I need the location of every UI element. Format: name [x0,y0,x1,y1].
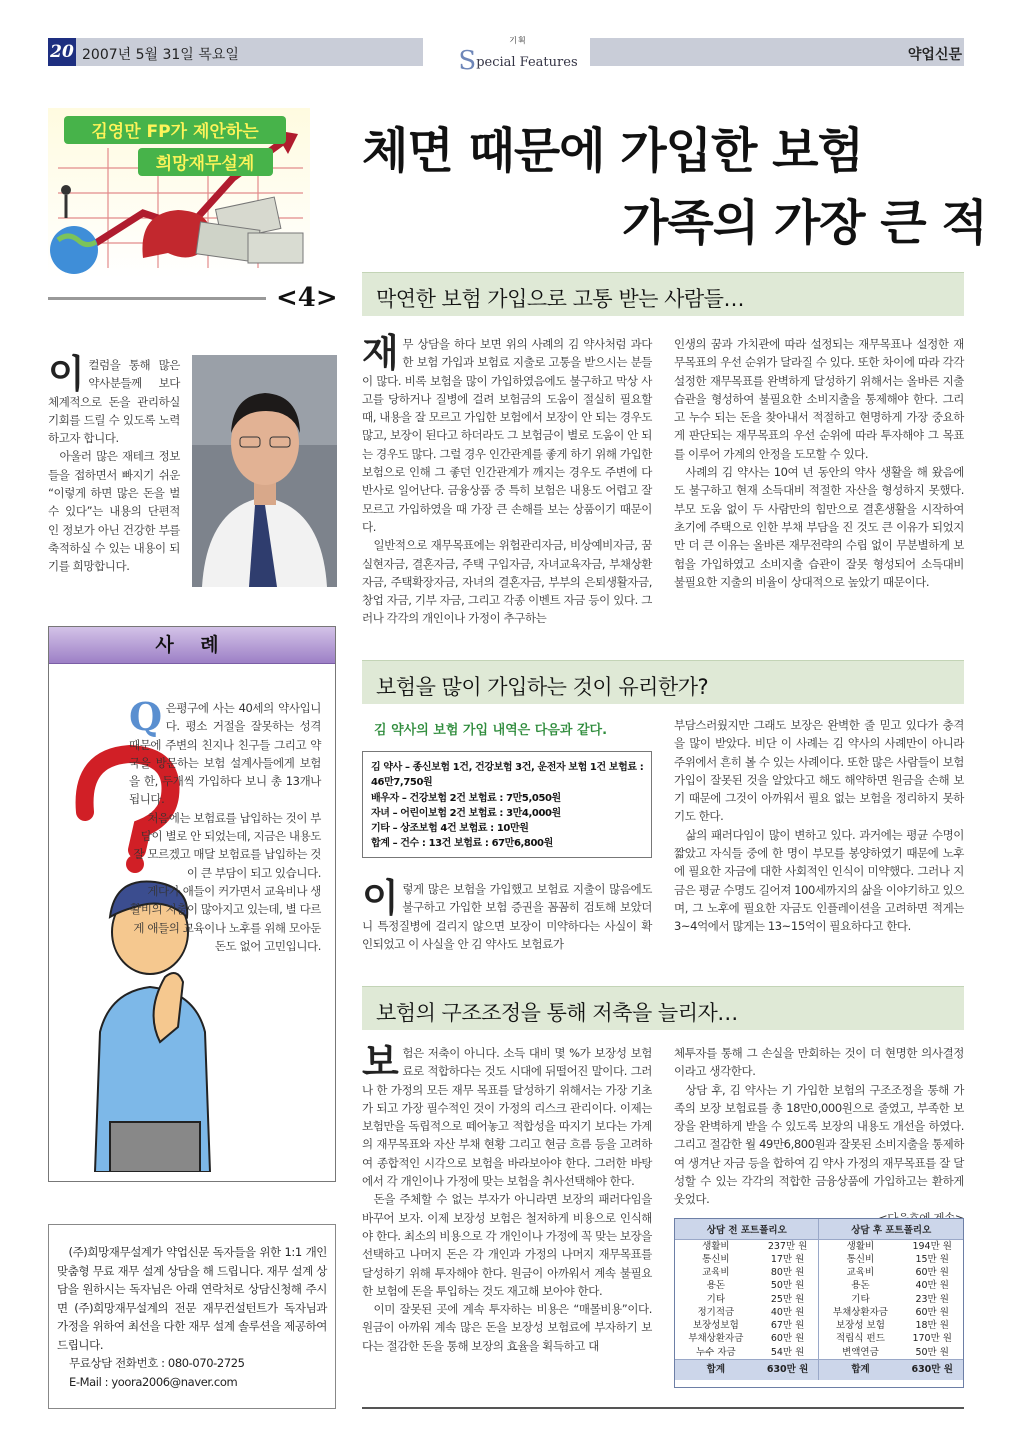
before-item: 정기적금 [697,1306,735,1318]
before-item: 기타 [706,1293,726,1305]
after-amount: 60만 원 [915,1266,949,1278]
after-amount: 60만 원 [915,1306,949,1318]
before-item: 교육비 [702,1266,730,1278]
portfolio-row [675,1346,963,1360]
case-drop-cap: Q [129,694,162,739]
section2-subheading: 김 약사의 보험 가입 내역은 다음과 같다. [374,723,608,738]
section1-paragraph1: 무 상담을 하다 보면 위의 사례의 김 약사처럼 과다한 보험 가입과 보험료 지출로 고통을 받으시는 분들이 많다. 비록 보험을 많이 가입하였음에도 불구하고 막상 사고를 당하거나 질병에 걸려 보험금의 도움이 절실히 필요할 때, 내용을 잘 모르고 가입한 보험에서 보장이 안 되는 경우도 많고, 보장이 된다고 하더라도 그 보험금이 별로 도움이 안 되는 경우도 많다. 그럴 경우 인간관계를 좋게 하기 위해 가입한 보험으로 인해 그 좋던 인간관계가 깨지는 경우도 주변에 다반사로 일어난다. 금융상품 중 특히 보험은 내용도 어렵고 잘 모르고 가입하였을 때 가장 큰 손해를 보는 상품이기 때문이다. [362,337,652,534]
section3-paragraph3: 이미 잘못된 곳에 계속 투자하는 비용은 “매몰비용”이다. 원금이 아까워 계속 많은 돈을 보장성 보험료에 부자하기 보다는 절감한 돈을 통해 보장의 효율을 획득하고 대 [362,1302,652,1353]
case-text [129,694,321,955]
section-initial: S [458,46,477,76]
contact-box [48,1224,336,1409]
series-rule [48,297,266,300]
section3-column-right [674,1044,964,1227]
before-item: 통신비 [702,1253,730,1265]
after-amount: 23만 원 [915,1293,949,1305]
insurance-list-box [362,751,652,858]
author-photo [192,355,337,587]
issue-date: 2007년 5월 31일 목요일 [82,47,239,63]
author-portrait [192,355,337,587]
insurance-line: 배우자 – 건강보험 2건 보험료 : 7만5,050원 [371,792,561,804]
headline-line1: 체면 때문에 가입한 보험 [362,123,863,179]
section3-column-left [362,1039,652,1355]
after-item: 적립식 펀드 [819,1332,901,1345]
column-logo [48,108,310,278]
section1-paragraph4: 사례의 김 약사는 10여 년 동안의 약사 생활을 해 왔음에도 불구하고 현재 소득대비 적절한 자산을 형성하지 못했다. 부모 도움 없이 두 사람만의 힘만으로 결혼생활을 시작하여 초기에 주택으로 인한 부채 부담을 진 것도 큰 이유가 되었지만 더 큰 이유는 올바른 재무전략의 수립 없이 무분별하게 보험을 가입하였고 소비지출 습관이 잘못 형성되어 소득대비 불필요한 지출의 비율이 상대적으로 높았기 때문이다. [674,465,964,589]
section2-drop-cap: 이 [362,875,399,920]
before-item: 용돈 [706,1280,726,1292]
section2-column-right [674,716,964,936]
headline-line2: 가족의 가장 큰 적 [622,195,987,251]
portfolio-row [675,1306,963,1319]
section3-paragraph4: 체투자를 통해 그 손실을 만회하는 것이 더 현명한 의사결정이라고 생각한다. [674,1046,964,1079]
logo-graphic [48,108,310,278]
after-amount: 194만 원 [912,1240,952,1252]
section1-column-right [674,335,964,591]
portfolio-after-title: 상담 후 포트폴리오 [819,1219,963,1239]
before-amount: 237만 원 [767,1240,808,1252]
contact-text: (주)희망재무설계가 약업신문 독자들을 위한 1:1 개인 맞춤형 무료 재무 설계 상담을 해 드립니다. 재무 설계 상담을 원하시는 독자님은 아래 연락처로 상담신청해 주시면 (주)희망재무설계의 전문 재무컨설턴트가 독자님과 가정을 위하여 최선을 다한 재무 설계 솔루션을 제공하여 드립니다. [57,1245,327,1352]
before-amount: 54만 원 [770,1346,805,1358]
portfolio-row [675,1239,963,1253]
portfolio-row [675,1319,963,1332]
after-total-value: 630만 원 [901,1359,963,1380]
before-amount: 17만 원 [770,1253,805,1265]
section3-paragraph5: 상담 후, 김 약사는 기 가입한 보험의 구조조정을 통해 가족의 보장 보험료를 총 18만0,000원으로 줄였고, 부족한 보장을 완벽하게 받을 수 있도록 보장의 내용도 개선을 하였다. 그리고 절감한 월 49만6,800원과 잘못된 소비지출을 통제하여 생겨난 자금 등을 합하여 김 약사 가정의 재무목표를 잘 달성할 수 있는 각각의 적합한 금융상품에 가입하고는 환하게 웃었다. [674,1082,964,1207]
section2-heading: 보험을 많이 가입하는 것이 유리한가? [362,660,964,704]
section2-column-left [362,875,652,953]
before-item: 누수 자금 [695,1346,736,1358]
before-amount: 80만 원 [770,1266,805,1278]
after-item: 통신비 [819,1253,901,1266]
section3-paragraph1: 험은 저축이 아니다. 소득 대비 몇 %가 보장성 보험료로 적합하다는 것도 시대에 뒤떨어진 말이다. 그러나 한 가정의 모든 재무 목표를 달성하기 위해서는 가장 기초가 되고 가장 필수적인 것이 가정의 리스크 관리이다. 이제는 보험만을 독립적으로 떼어놓고 적합성을 따지기 보다는 가계의 재무목표와 자산 부채 현황 그리고 현금 흐름 등을 고려하여 종합적인 시각으로 보험을 바라보아야 한다. 그러한 바탕에서 각 개인이나 가정에 맞는 보험을 취사선택해야 한다. [362,1046,652,1189]
section1-paragraph3: 인생의 꿈과 가치관에 따라 설정되는 재무목표나 설정한 재무목표의 우선 순위가 달라질 수 있다. 또한 차이에 따라 각각 설정한 재무목표를 완벽하게 달성하기 위해서는 올바른 지출습관을 형성하여 불필요한 소비지출을 통제해야 한다. 그리고 누수 되는 돈을 찾아내서 적절하고 현명하게 가장 중요하게 판단되는 재무목표의 우선 순위에 따라 투자해야 그 목표를 이루어 가계의 안정을 도모할 수 있다. [674,337,964,461]
intro-drop-cap: 이 [48,351,85,396]
logo-line2: 희망재무설계 [155,154,255,174]
section2-paragraph3: 삶의 패러다임이 많이 변하고 있다. 과거에는 평균 수명이 짧았고 자식들 중에 한 명이 부모를 봉양하였기 때문에 노후에 필요한 자금에 대한 사회적인 인식이 미약했다. 그러나 지금은 평균 수명도 길어져 100세까지의 삶을 이야기하고 있으며, 그 노후에 필요한 자금도 인플레이션을 고려하면 적게는 3~4억에서 많게는 13~15억이 필요하다고 한다. [674,827,964,934]
case-paragraph2: 처음에는 보험료를 납입하는 것이 부담이 별로 안 되었는데, 지금은 내용도 잘 모르겠고 매달 보험료를 납입하는 것이 큰 부담이 되고 있습니다. [133,810,321,880]
contact-phone: 무료상담 전화번호 : 080-070-2725 [69,1356,245,1370]
intro-paragraph2: 아울러 많은 재테크 정보들을 접하면서 빠지기 쉬운 “이렇게 하면 많은 돈을 벌 수 있다”는 내용의 단편적인 정보가 아닌 건강한 부를 축적하실 수 있는 내용이 되기를 희망합니다. [48,449,180,574]
before-amount: 60만 원 [770,1333,805,1345]
portfolio-row [675,1253,963,1266]
portfolio-table [674,1218,964,1388]
after-amount: 15만 원 [915,1253,949,1265]
insurance-line: 기타 – 상조보험 4건 보험료 : 10만원 [371,823,529,835]
insurance-line: 합계 – 건수 : 13건 보험료 : 67만6,800원 [371,838,553,850]
portfolio-row [675,1292,963,1305]
section2-paragraph1: 렇게 많은 보험을 가입했고 보험료 지출이 많음에도 불구하고 가입한 보험 증권을 꼼꼼히 검토해 보았더니 특정질병에 걸리지 않으면 보장이 미약하다는 사실이 확인되었고 이 사실을 안 김 약사도 보험료가 [362,882,652,951]
section1-heading: 막연한 보험 가입으로 고통 받는 사람들… [362,272,964,316]
portfolio-row [675,1279,963,1292]
after-item: 부채상환자금 [819,1306,901,1319]
after-amount: 50만 원 [915,1346,949,1358]
case-title: 사 례 [49,627,335,664]
page-number: 20 [48,38,76,66]
after-item: 보장성 보험 [819,1319,901,1332]
series-number: <4> [276,283,338,313]
intro-text: 컬럼을 통해 많은 약사분들께 보다 체계적으로 돈을 관리하실 기회를 드릴 수 있도록 노력하고자 합니다. [48,358,180,446]
case-paragraph3: 게다가 애들이 커가면서 교육비나 생활비의 지출이 많아지고 있는데, 별 다르게 애들의 교육이나 노후를 위해 모아둔 돈도 없어 고민입니다. [130,883,321,953]
section3-drop-cap: 보 [362,1039,399,1084]
insurance-line: 김 약사 – 종신보험 1건, 건강보험 3건, 운전자 보험 1건 보험료 : 46만7,750원 [371,762,644,789]
before-total-value: 630만 원 [757,1359,819,1380]
after-amount: 170만 원 [912,1333,952,1345]
portfolio-row [675,1332,963,1345]
publication-name: 약업신문 [907,47,962,63]
before-total-label: 합계 [675,1359,757,1380]
after-amount: 40만 원 [915,1280,949,1292]
before-amount: 40만 원 [770,1306,805,1318]
portfolio-before-title: 상담 전 포트폴리오 [675,1219,819,1239]
after-item: 교육비 [819,1266,901,1279]
portfolio-row [675,1266,963,1279]
contact-email[interactable]: E-Mail : yoora2006@naver.com [69,1374,238,1389]
case-box [48,626,336,1182]
section3-heading: 보험의 구조조정을 통해 저축을 늘리자… [362,986,964,1030]
bottom-rule [362,1407,964,1409]
section-english: pecial Features [476,55,578,70]
before-item: 부채상환자금 [688,1333,744,1345]
before-amount: 25만 원 [770,1293,805,1305]
section2-paragraph2: 부담스러웠지만 그래도 보장은 완벽한 줄 믿고 있다가 충격을 많이 받았다. 비단 이 사례는 김 약사의 사례만이 아니라 주위에서 흔히 볼 수 있는 사례이다. 또한 많은 사람들이 보험가입이 잘못된 것을 알았다고 해도 해약하면 원금을 손해 보기 때문에 그것이 아까워서 필요 없는 보험을 정리하지 못하기도 한다. [674,718,964,824]
after-item: 생활비 [819,1239,901,1253]
after-total-label: 합계 [819,1359,901,1380]
section-korean: 기획 [509,36,527,45]
before-amount: 67만 원 [770,1320,805,1332]
after-item: 기타 [819,1292,901,1305]
before-item: 생활비 [702,1240,730,1252]
section1-paragraph2: 일반적으로 재무목표에는 위험관리자금, 비상예비자금, 꿈 실현자금, 결혼자금, 주택 구입자금, 자녀교육자금, 부채상환자금, 주택확장자금, 자녀의 결혼자금, 부부의 은퇴생활자금, 창업 자금, 기부 자금, 그리고 각종 이벤트 자금 등이 있다. 그러나 각각의 개인이나 가정이 추구하는 [362,538,652,626]
intro-column [48,351,180,576]
case-paragraph1: 은평구에 사는 40세의 약사입니다. 평소 거절을 잘못하는 성격 때문에 주변의 친지나 친구들 그리고 약국을 방문하는 보험 설계사들에게 보험을 한, 두개씩 가입하다 보니 총 13개나 됩니다. [129,701,321,807]
section1-drop-cap: 재 [362,330,399,375]
before-amount: 50만 원 [770,1280,805,1292]
section1-column-left [362,330,652,628]
section-label [448,36,588,76]
after-amount: 18만 원 [915,1320,949,1332]
after-item: 용돈 [819,1279,901,1292]
insurance-line: 자녀 – 어린이보험 2건 보험료 : 3만4,000원 [371,807,561,819]
section3-paragraph2: 돈을 주체할 수 없는 부자가 아니라면 보장의 패러다임을 바꾸어 보자. 이제 보장성 보험은 철저하게 비용으로 인식해야 한다. 최소의 비용으로 각 개인이나 가정에 꼭 맞는 보장을 선택하고 나머지 돈은 각 개인과 가정의 나머지 재무목표를 달성하기 위해 투자해야 한다. 원금이 아까워서 계속 불필요한 보험에 돈을 투입하는 것도 재고해 보아야 한다. [362,1192,652,1298]
logo-line1: 김영만 FP가 제안하는 [91,122,259,142]
after-item: 변액연금 [819,1346,901,1360]
before-item: 보장성보험 [692,1320,739,1332]
